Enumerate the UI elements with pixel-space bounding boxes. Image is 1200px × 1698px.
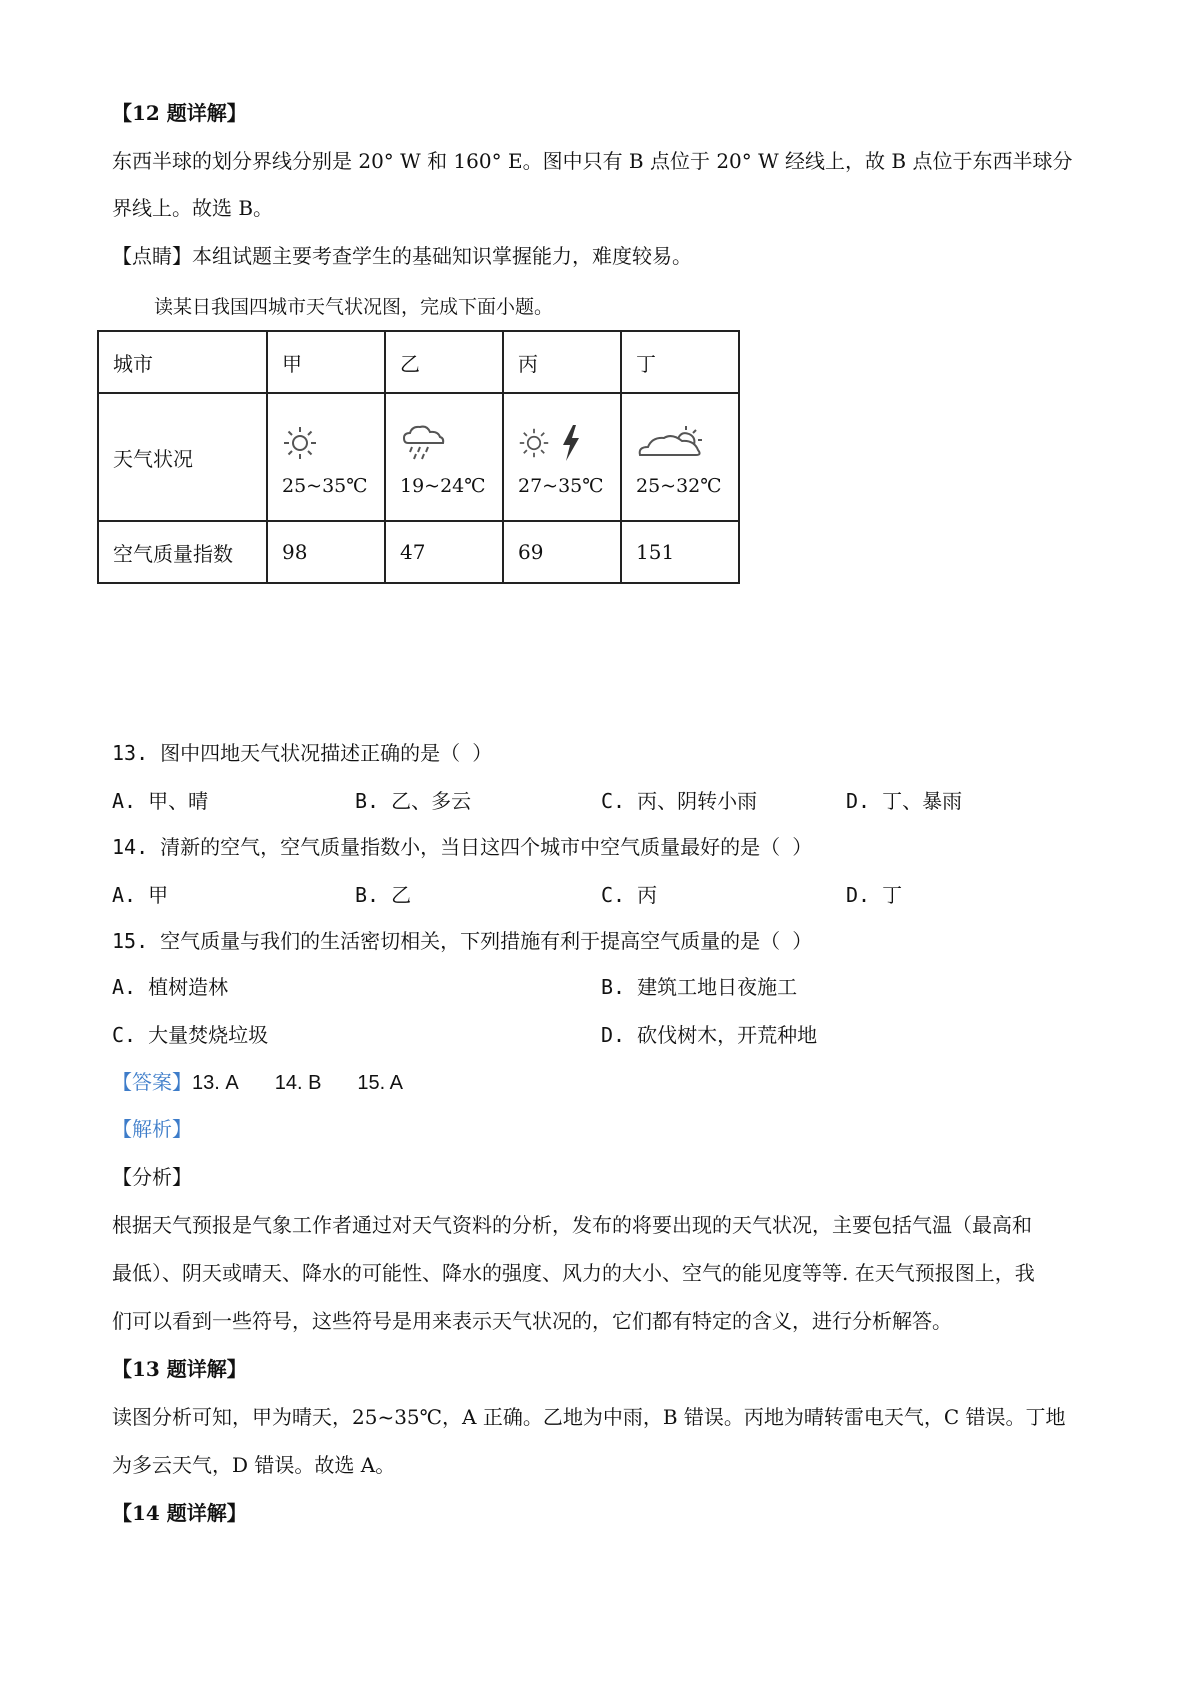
q14-option-d: D. 丁: [846, 883, 903, 907]
analysis-sub-heading: 【分析】: [112, 1165, 192, 1189]
question-15: 15. 空气质量与我们的生活密切相关，下列措施有利于提高空气质量的是（ ）: [112, 929, 813, 953]
analysis-paragraph-line2: 最低）、阴天或晴天、降水的可能性、降水的强度、风力的大小、空气的能见度等等. 在天气预报图上，我: [112, 1261, 1035, 1285]
answer-15: 15. A: [357, 1072, 404, 1094]
table-header-cell: 丙: [503, 331, 621, 393]
aqi-cell: 98: [267, 521, 385, 583]
table-weather-row: [98, 393, 739, 521]
table-intro: 读某日我国四城市天气状况图，完成下面小题。: [154, 296, 554, 318]
section13-paragraph-line2: 为多云天气，D 错误。故选 A。: [112, 1453, 396, 1477]
table-header-cell: 丁: [621, 331, 739, 393]
analysis-label: 【解析】: [112, 1117, 192, 1141]
table-header-cell: 甲: [267, 331, 385, 393]
aqi-label: 空气质量指数: [98, 521, 267, 583]
section13-paragraph-line1: 读图分析可知，甲为晴天，25~35℃，A 正确。乙地为中雨，B 错误。丙地为晴转雷电天气，C 错误。丁地: [112, 1405, 1066, 1429]
section13-heading: 【13 题详解】: [112, 1357, 247, 1381]
section12-note: 【点睛】本组试题主要考查学生的基础知识掌握能力，难度较易。: [112, 244, 692, 268]
q15-option-c: C. 大量焚烧垃圾: [112, 1023, 269, 1047]
q15-option-a: A. 植树造林: [112, 975, 229, 999]
weather-cell: [621, 393, 739, 521]
weather-table: [97, 330, 740, 584]
q13-option-d: D. 丁、暴雨: [846, 789, 963, 813]
table-header-cell: 乙: [385, 331, 503, 393]
table-header-row: [98, 331, 739, 393]
q13-option-b: B. 乙、多云: [355, 789, 472, 813]
rain-cloud-icon: [400, 423, 448, 463]
section14-heading: 【14 题详解】: [112, 1501, 247, 1525]
question-14: 14. 清新的空气，空气质量指数小，当日这四个城市中空气质量最好的是（ ）: [112, 835, 813, 859]
section12-heading: 【12 题详解】: [112, 101, 247, 125]
analysis-paragraph-line1: 根据天气预报是气象工作者通过对天气资料的分析，发布的将要出现的天气状况，主要包括气温（最高和: [112, 1213, 1032, 1237]
q15-option-b: B. 建筑工地日夜施工: [601, 975, 798, 999]
answer-line: [112, 1067, 403, 1098]
temperature: 25~35℃: [282, 475, 368, 497]
q14-option-a: A. 甲: [112, 883, 169, 907]
weather-cell: [267, 393, 385, 521]
sun-icon: [282, 425, 318, 461]
q14-option-c: C. 丙: [601, 883, 658, 907]
answer-14: 14. B: [274, 1072, 322, 1094]
q14-option-b: B. 乙: [355, 883, 412, 907]
partly-cloudy-icon: [636, 425, 706, 461]
q13-option-c: C. 丙、阴转小雨: [601, 789, 758, 813]
sun-icon: [518, 427, 550, 459]
q13-option-a: A. 甲、晴: [112, 789, 209, 813]
section12-paragraph-line2: 界线上。故选 B。: [112, 196, 274, 220]
weather-label: 天气状况: [98, 393, 267, 521]
table-header-cell: 城市: [98, 331, 267, 393]
temperature: 27~35℃: [518, 475, 604, 497]
temperature: 25~32℃: [636, 475, 722, 497]
q15-option-d: D. 砍伐树木，开荒种地: [601, 1023, 818, 1047]
temperature: 19~24℃: [400, 475, 486, 497]
question-13: 13. 图中四地天气状况描述正确的是（ ）: [112, 741, 493, 765]
aqi-cell: 69: [503, 521, 621, 583]
aqi-cell: 47: [385, 521, 503, 583]
lightning-icon: [560, 424, 582, 462]
weather-cell: [503, 393, 621, 521]
table-aqi-row: [98, 521, 739, 583]
answer-label: 【答案】: [112, 1070, 192, 1094]
analysis-paragraph-line3: 们可以看到一些符号，这些符号是用来表示天气状况的，它们都有特定的含义，进行分析解答。: [112, 1309, 952, 1333]
answer-13: 13. A: [192, 1072, 239, 1094]
weather-cell: [385, 393, 503, 521]
aqi-cell: 151: [621, 521, 739, 583]
section12-paragraph-line1: 东西半球的划分界线分别是 20° W 和 160° E。图中只有 B 点位于 20° W 经线上，故 B 点位于东西半球分: [112, 149, 1073, 173]
